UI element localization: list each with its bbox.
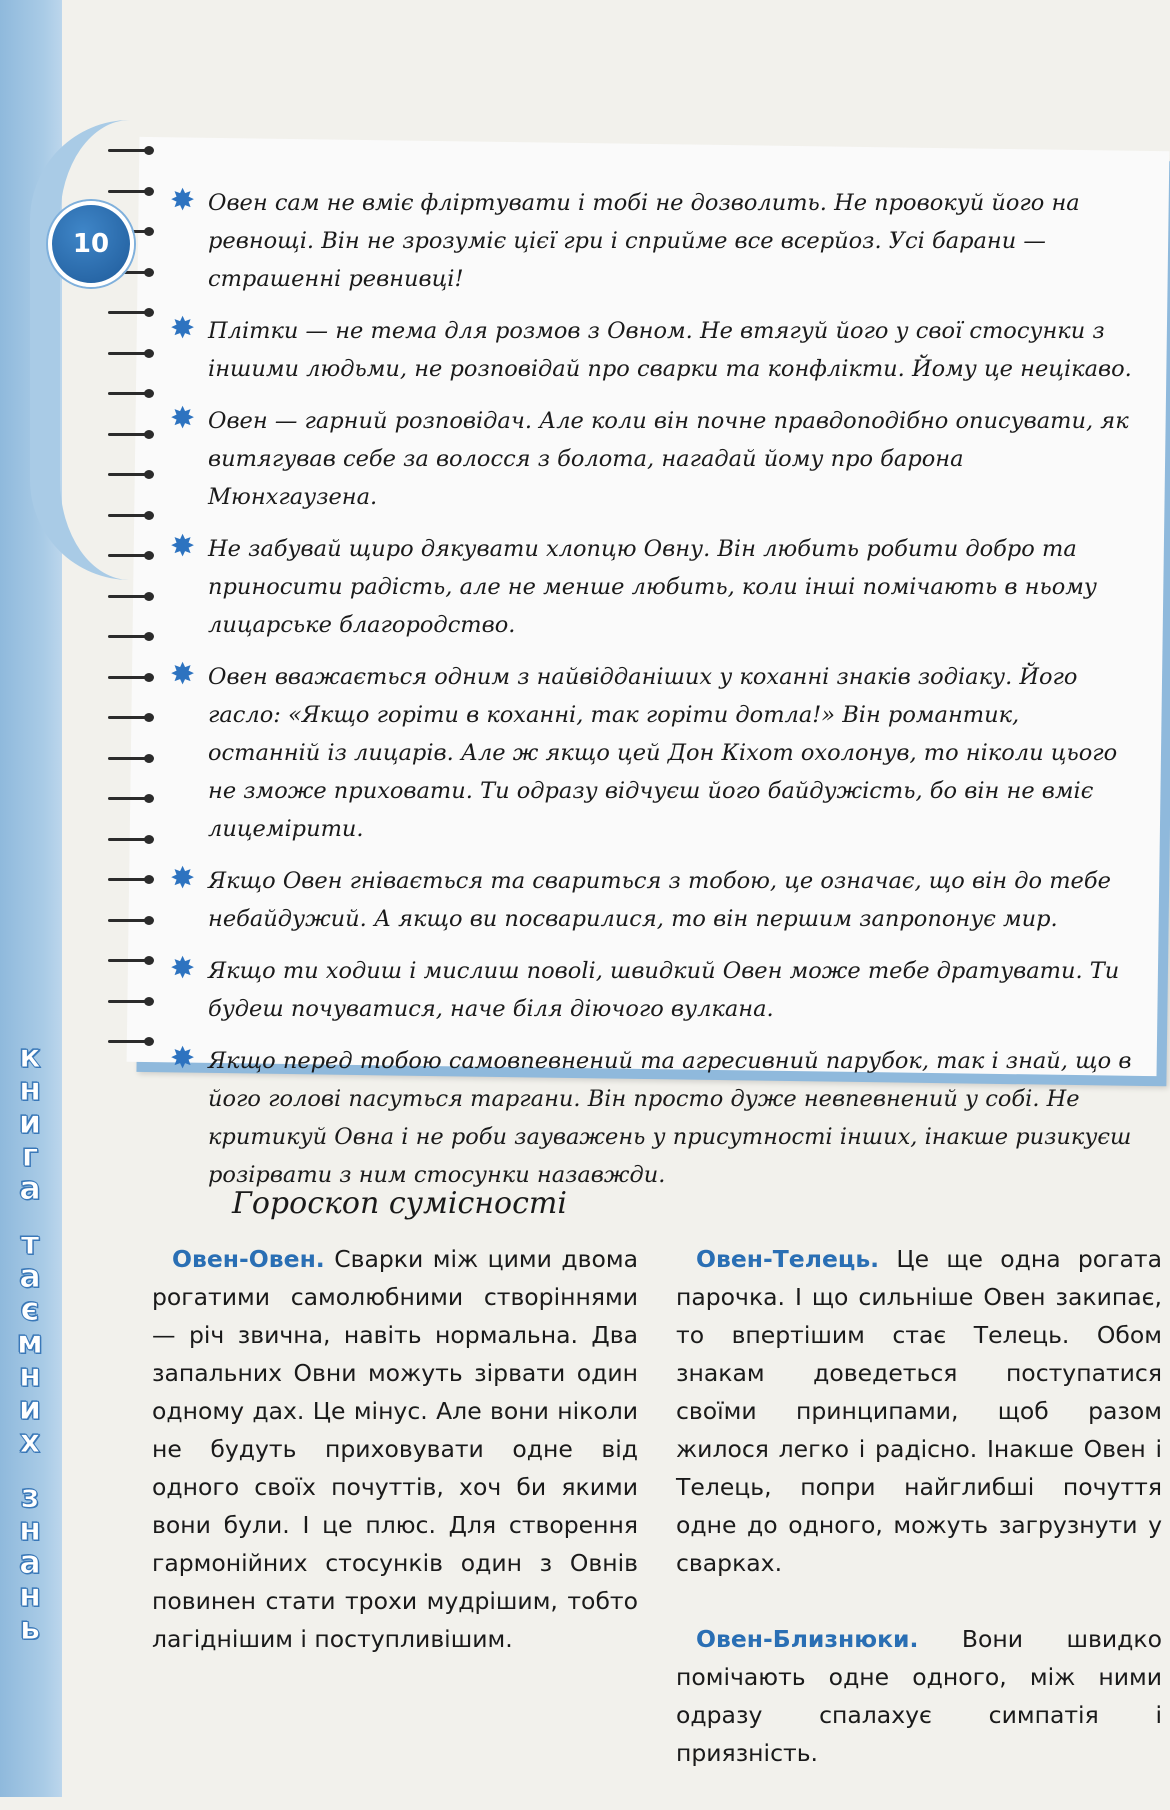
sidebar-title-letter: н [18,1510,42,1548]
compatibility-entry [152,1240,638,1658]
blue-star-splat-icon: ✸ [170,861,196,896]
spiral-ring-icon [108,187,156,195]
spiral-ring-icon [108,146,156,154]
tip-text: Якщо перед тобою самовпевнений та агресивний парубок, так і знай, що в його голові пасуться таргани. Він просто дуже невпевнений у собі. Не критикуй Овна і не роби зауважень у присутності інших, інакше ризикуєш розірвати з ним стосунки назавжди. [208,1048,1132,1188]
sidebar-title-letter: м [16,1323,44,1361]
sidebar-vertical-title [6,1037,54,1647]
tip-text: Не забувай щиро дякувати хлопцю Овну. Він любить робити добро та приносити радість, але не менше любить, коли інші помічають в ньому лицарське благородство. [208,536,1097,638]
entry-text: Це ще одна рогата парочка. І що сильніше Овен закипає, то впертішим стає Телець. Обом знакам доведеться поступатися своїми принципами, щоб разом жилося легко і радісно. Інакше Овен і Телець, попри найглибші почуття одне до одного, можуть загрузнути у сварках. [676,1245,1162,1577]
entry-text: Вони швидко помічають одне одного, між ними одразу спалахує симпатія і приязність. [676,1625,1162,1767]
spiral-ring-icon [108,956,156,964]
spiral-ring-icon [108,997,156,1005]
blue-star-splat-icon: ✸ [170,951,196,986]
sidebar-title-letter: є [20,1290,40,1328]
sidebar-title-letter: к [19,1037,41,1075]
tip-item [170,951,1136,1028]
entry-heading: Овен-Овен. [172,1245,325,1273]
sidebar-title-letter: г [21,1136,39,1174]
blue-star-splat-icon: ✸ [170,401,196,436]
right-column [676,1240,1162,1810]
spiral-ring-icon [108,1037,156,1045]
sidebar-title-letter: и [18,1103,42,1141]
blue-star-splat-icon: ✸ [170,183,196,218]
spiral-ring-icon [108,551,156,559]
tip-text: Якщо Овен гнівається та свариться з тобою, це означає, що він до тебе небайдужий. А якщо ви посварилися, то він першим запропонує мир. [208,868,1111,932]
entry-heading: Овен-Близнюки. [696,1625,919,1653]
sidebar-title-letter: з [20,1477,40,1515]
blue-star-splat-icon: ✸ [170,657,196,692]
tip-item [170,861,1136,938]
entry-text: Сварки між цими двома рогатими самолюбними створіннями — річ звична, навіть нормальна. Два запальних Овни можуть зірвати один одному дах. Це мінус. Але вони ніколи не будуть приховувати одне від одного своїх почуттів, хоч би якими вони були. І це плюс. Для створення гармонійних стосунків один з Овнів повинен стати трохи мудрішим, тобто лагіднішим і поступливішим. [152,1245,638,1653]
spiral-binding [108,146,168,1086]
section-heading: Гороскоп сумісності [232,1186,567,1221]
spiral-ring-icon [108,673,156,681]
spiral-ring-icon [108,754,156,762]
spiral-ring-icon [108,349,156,357]
sidebar-title-word-3 [18,1477,42,1647]
left-column [152,1240,638,1696]
spiral-ring-icon [108,470,156,478]
sidebar-title-letter: а [19,1169,41,1207]
page-number-badge [48,201,134,287]
tip-item [170,657,1136,848]
spiral-ring-icon [108,389,156,397]
sidebar-title-letter: х [19,1422,41,1460]
compatibility-entry [676,1620,1162,1772]
sidebar-title-word-2 [16,1224,44,1460]
spiral-ring-icon [108,713,156,721]
sidebar-title-letter: а [19,1543,41,1581]
sidebar-title-letter: т [20,1224,40,1262]
sidebar-title-letter: а [19,1257,41,1295]
entry-heading: Овен-Телець. [696,1245,880,1273]
spiral-ring-icon [108,511,156,519]
spiral-ring-icon [108,875,156,883]
tip-item [170,183,1136,298]
spiral-ring-icon [108,632,156,640]
sidebar-title-letter: н [18,1576,42,1614]
spiral-ring-icon [108,794,156,802]
sidebar-title-letter: и [18,1389,42,1427]
blue-star-splat-icon: ✸ [170,1041,196,1076]
tip-item [170,1041,1136,1194]
spiral-ring-icon [108,308,156,316]
compatibility-entry [676,1240,1162,1582]
tip-text: Плітки — не тема для розмов з Овном. Не втягуй його у свої стосунки з іншими людьми, не розповідай про сварки та конфлікти. Йому це нецікаво. [208,318,1132,382]
tip-text: Якщо ти ходиш і мислиш повolі, швидкий Овен може тебе дратувати. Ти будеш почуватися, наче біля діючого вулкана. [208,958,1120,1022]
spiral-ring-icon [108,592,156,600]
spiral-ring-icon [108,430,156,438]
tip-item [170,401,1136,516]
blue-star-splat-icon: ✸ [170,529,196,564]
spiral-ring-icon [108,916,156,924]
sidebar-title-letter: ь [19,1609,41,1647]
tip-item [170,529,1136,644]
tip-item [170,311,1136,388]
tip-text: Овен вважається одним з найвідданіших у коханні знаків зодіаку. Його гасло: «Якщо горіти в коханні, так горіти дотла!» Він романтик, останній із лицарів. Але ж якщо цей Дон Кіхот охолонув, то ніколи цього не зможе приховати. Ти одразу відчуєш його байдужість, бо він не вміє лицемірити. [208,664,1118,842]
tip-text: Овен сам не вміє фліртувати і тобі не дозволить. Не провокуй його на ревнощі. Він не зрозуміє цієї гри і сприйме все всерйоз. Усі барани — страшенні ревнивці! [208,190,1080,292]
blue-star-splat-icon: ✸ [170,311,196,346]
tip-text: Овен — гарний розповідач. Але коли він почне правдоподібно описувати, як витягував себе за волосся з болота, нагадай йому про барона Мюнхгаузена. [208,408,1129,510]
page-number: 10 [72,229,110,259]
sidebar-title-word-1 [18,1037,42,1207]
sidebar-title-letter: н [18,1070,42,1108]
tips-list [170,183,1136,1208]
sidebar-title-letter: н [18,1356,42,1394]
spiral-ring-icon [108,835,156,843]
